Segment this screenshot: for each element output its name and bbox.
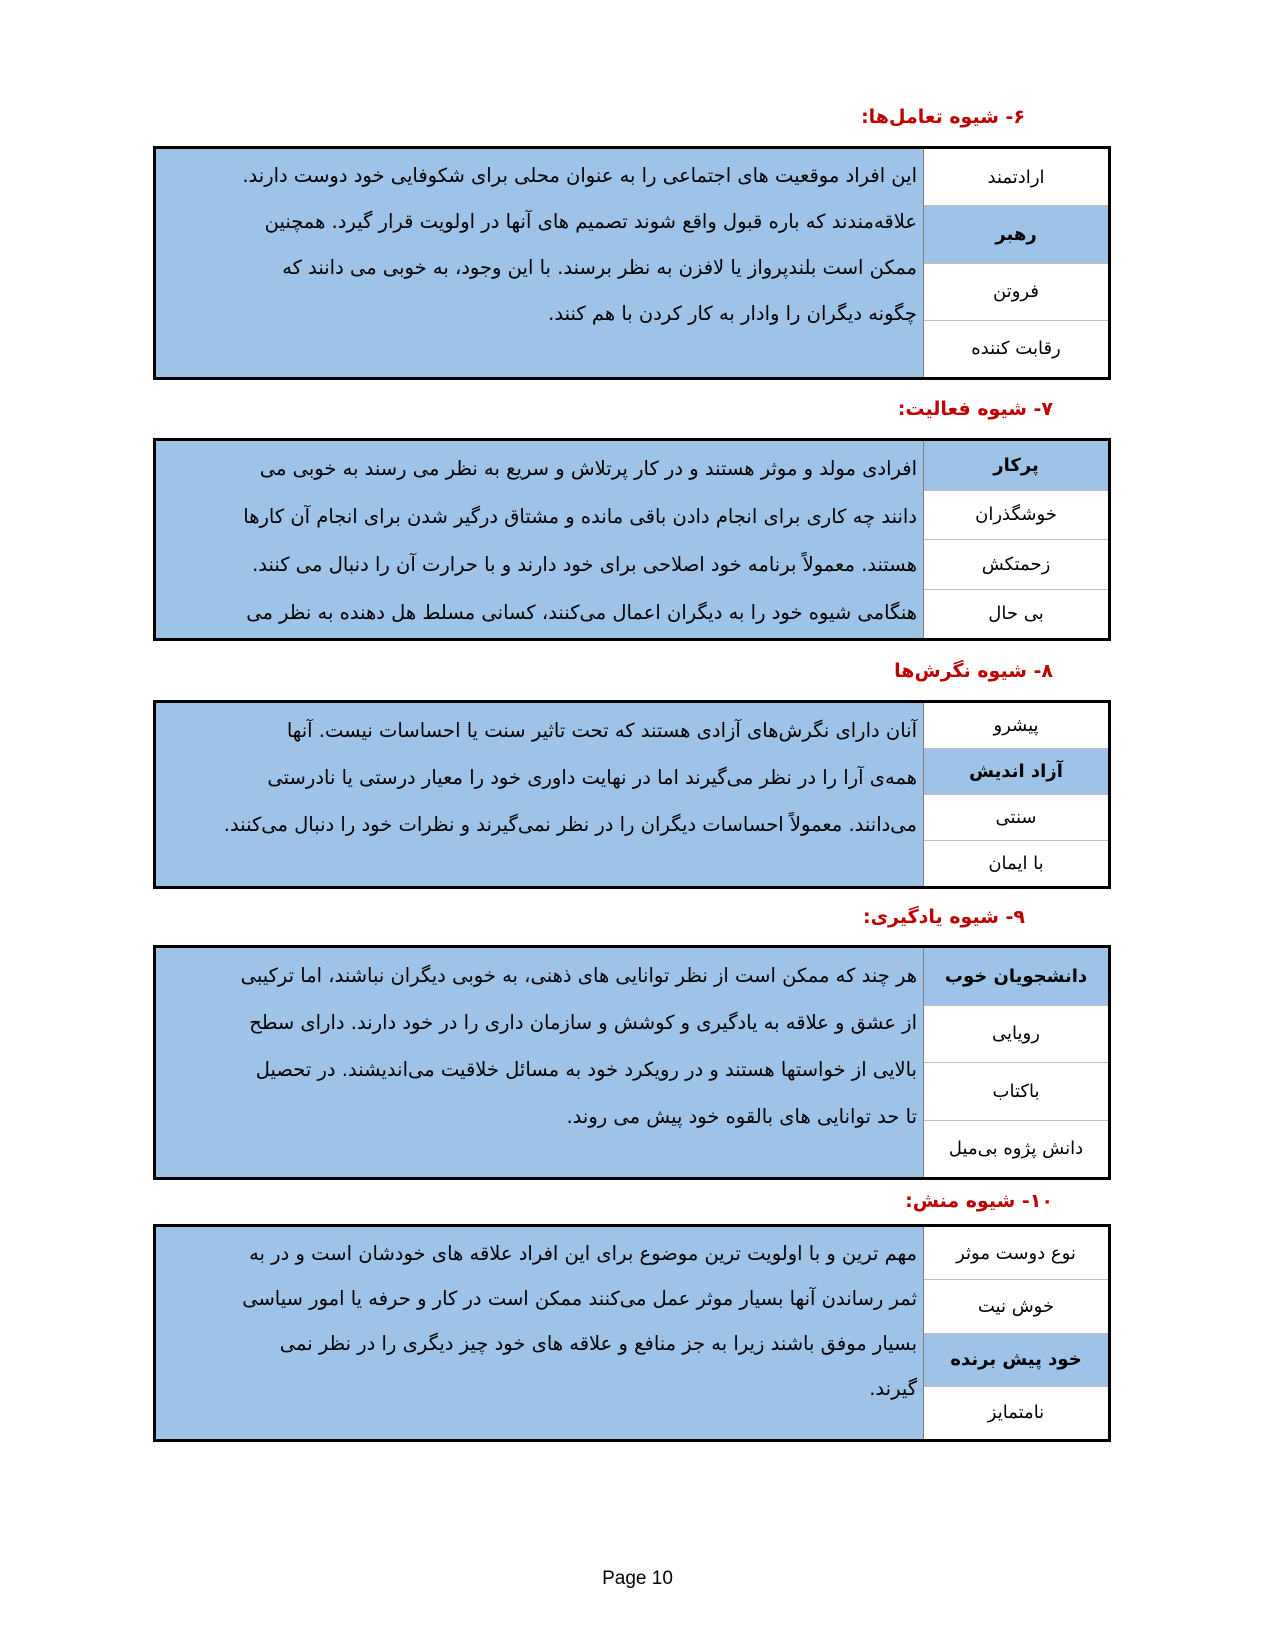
option-cell-selected: آزاد اندیش: [924, 749, 1108, 795]
description-line: این افراد موقعیت های اجتماعی را به عنوان محلی برای شکوفایی خود دوست دارند.: [242, 164, 917, 187]
option-cell: دانش پژوه بی‌میل: [924, 1121, 1108, 1178]
description-line: چگونه دیگران را وادار به کار کردن با هم کنند.: [548, 302, 917, 325]
section-10-options: [923, 1227, 1108, 1439]
option-cell: نوع دوست موثر: [924, 1227, 1108, 1280]
option-cell: زحمتکش: [924, 540, 1108, 590]
section-7-description: [156, 441, 923, 638]
description-line: افرادی مولد و موثر هستند و در کار پرتلاش و سریع به نظر می رسند به خوبی می: [259, 457, 917, 480]
section-8-table: [153, 700, 1111, 889]
section-10-heading: ۱۰- شیوه منش:: [905, 1190, 1053, 1212]
section-7-table: [153, 438, 1111, 641]
option-cell: خوش نیت: [924, 1280, 1108, 1333]
option-cell-selected: دانشجویان خوب: [924, 948, 1108, 1006]
option-cell: رقابت کننده: [924, 321, 1108, 377]
section-10-table: [153, 1224, 1111, 1442]
section-6-options: [923, 149, 1108, 377]
description-line: ثمر رساندن آنها بسیار موثر عمل می‌کنند ممکن است در کار و حرفه یا امور سیاسی: [242, 1287, 917, 1310]
option-cell: سنتی: [924, 795, 1108, 841]
page-number: Page 10: [602, 1568, 673, 1589]
option-cell-selected: رهبر: [924, 206, 1108, 263]
section-8-options: [923, 703, 1108, 886]
description-line: هر چند که ممکن است از نظر توانایی های ذهنی، به خوبی دیگران نباشند، اما ترکیبی: [240, 964, 917, 987]
section-8-heading: ۸- شیوه نگرش‌ها: [894, 660, 1053, 682]
option-cell: با ایمان: [924, 841, 1108, 886]
section-10-description: [156, 1227, 923, 1439]
description-line: تا حد توانایی های بالقوه خود پیش می روند.: [566, 1105, 917, 1128]
option-cell: فروتن: [924, 264, 1108, 321]
description-line: می‌دانند. معمولاً احساسات دیگران را در نظر نمی‌گیرند و نظرات خود را دنبال می‌کنند.: [223, 813, 917, 836]
section-6-table: [153, 146, 1111, 380]
section-9-description: [156, 948, 923, 1177]
description-line: همه‌ی آرا را در نظر می‌گیرند اما در نهایت داوری خود را معیار درستی یا نادرستی: [267, 766, 917, 789]
option-cell: رویایی: [924, 1006, 1108, 1064]
section-7-heading: ۷- شیوه فعالیت:: [897, 398, 1053, 420]
description-line: هستند. معمولاً برنامه خود اصلاحی برای خود دارند و با حرارت آن را دنبال می کنند.: [252, 553, 917, 576]
description-line: از عشق و علاقه به یادگیری و کوشش و سازمان داری را در خود دارند. دارای سطح: [249, 1011, 917, 1034]
description-line: بسیار موفق باشند زیرا به جز منافع و علاقه های خود چیز دیگری را در نظر نمی: [279, 1332, 917, 1355]
option-cell-selected: پرکار: [924, 441, 1108, 491]
description-line: علاقه‌مندند که باره قبول واقع شوند تصمیم های آنها در اولویت قرار گیرد. همچنین: [264, 210, 917, 233]
option-cell: باکتاب: [924, 1063, 1108, 1121]
section-7-options: [923, 441, 1108, 638]
description-line: هنگامی شیوه خود را به دیگران اعمال می‌کنند، کسانی مسلط هل دهنده به نظر می: [246, 601, 917, 624]
option-cell: ارادتمند: [924, 149, 1108, 206]
section-6-heading: ۶- شیوه تعامل‌ها:: [861, 106, 1025, 128]
option-cell-selected: خود پیش برنده: [924, 1334, 1108, 1387]
description-line: بالایی از خواستها هستند و در رویکرد خود به مسائل خلاقیت می‌اندیشند. در تحصیل: [255, 1058, 917, 1081]
description-line: مهم ترین و با اولویت ترین موضوع برای این افراد علاقه های خودشان است و در به: [249, 1242, 917, 1265]
option-cell: خوشگذران: [924, 491, 1108, 541]
description-line: ممکن است بلندپرواز یا لافزن به نظر برسند. با این وجود، به خوبی می دانند که: [282, 256, 917, 279]
section-9-heading: ۹- شیوه یادگیری:: [863, 906, 1025, 928]
description-line: گیرند.: [869, 1377, 917, 1400]
section-9-options: [923, 948, 1108, 1177]
option-cell: نامتمایز: [924, 1387, 1108, 1439]
option-cell: بی حال: [924, 590, 1108, 639]
section-6-description: [156, 149, 923, 377]
section-8-description: [156, 703, 923, 886]
option-cell: پیشرو: [924, 703, 1108, 749]
description-line: آنان دارای نگرش‌های آزادی هستند که تحت تاثیر سنت یا احساسات نیست. آنها: [286, 719, 917, 742]
description-line: دانند چه کاری برای انجام دادن باقی مانده و مشتاق درگیر شدن برای انجام آن کارها: [243, 505, 917, 528]
section-9-table: [153, 945, 1111, 1180]
